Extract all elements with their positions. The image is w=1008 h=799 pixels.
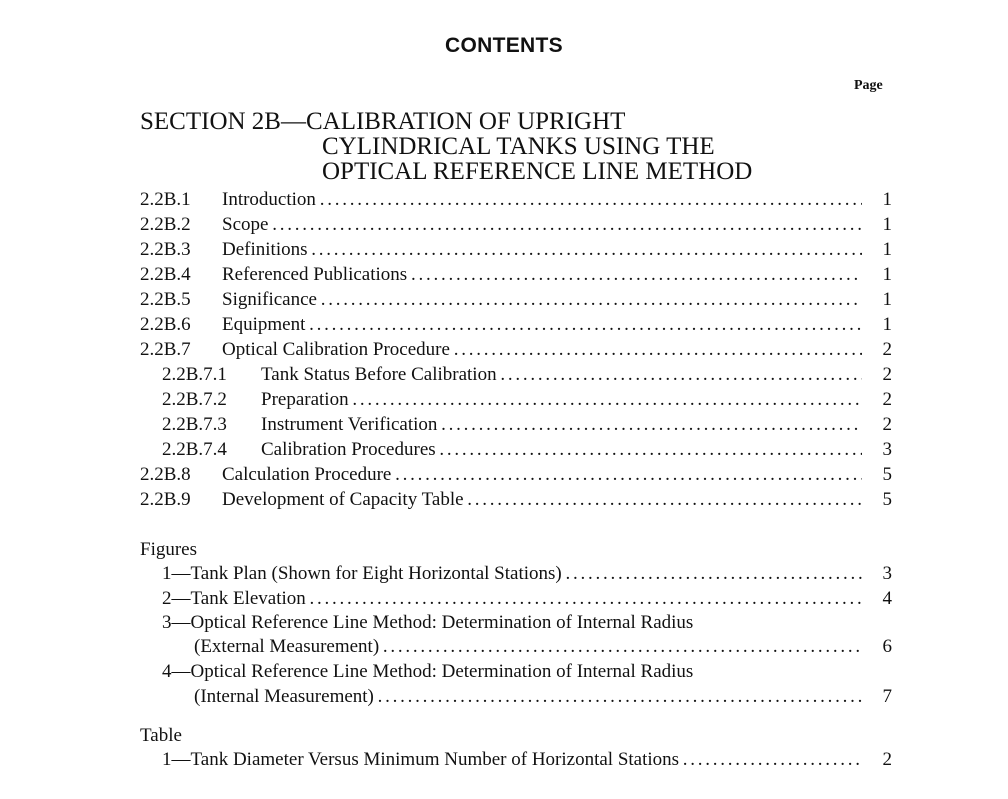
section-title (140, 109, 752, 184)
entry-page: 2 (882, 364, 892, 385)
entry-page: 1 (882, 239, 892, 260)
toc-entry[interactable] (140, 363, 892, 387)
toc-entry[interactable] (140, 438, 892, 462)
entry-label: Calculation Procedure . . . (222, 463, 862, 487)
entry-label: Referenced Publications . . . (222, 263, 862, 287)
table-label: 1—Tank Diameter Versus Minimum Number of Horizontal Stations . . . (162, 748, 862, 772)
tables-heading: Table (140, 725, 182, 746)
figures-heading: Figures (140, 539, 197, 560)
toc-entry[interactable] (140, 188, 892, 212)
entry-number: 2.2B.3 (140, 239, 191, 260)
toc-entry[interactable] (140, 338, 892, 362)
entry-page: 1 (882, 314, 892, 335)
entry-page: 2 (882, 339, 892, 360)
entry-number: 2.2B.7.1 (162, 364, 227, 385)
entry-page: 1 (882, 264, 892, 285)
entry-page: 1 (882, 214, 892, 235)
entry-number: 2.2B.1 (140, 189, 191, 210)
entry-label: Calibration Procedures . . . (261, 438, 862, 462)
entry-number: 2.2B.7.4 (162, 439, 227, 460)
figure-entry[interactable] (140, 562, 892, 586)
toc-entry[interactable] (140, 463, 892, 487)
section-title-line-1: SECTION 2B—CALIBRATION OF UPRIGHT (140, 108, 626, 135)
entry-label: Instrument Verification . . . (261, 413, 862, 437)
entry-label: Development of Capacity Table . . . (222, 488, 862, 512)
figure-page: 3 (882, 563, 892, 584)
toc-entry[interactable] (140, 413, 892, 437)
entry-number: 2.2B.5 (140, 289, 191, 310)
entry-number: 2.2B.6 (140, 314, 191, 335)
entry-label: Introduction . . . (222, 188, 862, 212)
figure-entry[interactable] (140, 587, 892, 611)
entry-label: Significance . . . (222, 288, 862, 312)
figure-label-line-1: 3—Optical Reference Line Method: Determination of Internal Radius (162, 612, 694, 633)
section-title-line-3: OPTICAL REFERENCE LINE METHOD (322, 158, 753, 185)
figure-page: 6 (882, 636, 892, 657)
entry-number: 2.2B.7 (140, 339, 191, 360)
figure-page: 4 (882, 588, 892, 609)
figure-label: 1—Tank Plan (Shown for Eight Horizontal Stations) . . . (162, 562, 862, 586)
toc-entry[interactable] (140, 263, 892, 287)
figure-entry[interactable] (140, 635, 892, 659)
entry-page: 5 (882, 464, 892, 485)
entry-page: 2 (882, 389, 892, 410)
table-page: 2 (882, 749, 892, 770)
entry-label: Equipment . . . (222, 313, 862, 337)
toc-entry[interactable] (140, 488, 892, 512)
entry-number: 2.2B.7.2 (162, 389, 227, 410)
toc-entry[interactable] (140, 388, 892, 412)
entry-number: 2.2B.9 (140, 489, 191, 510)
figure-label-line-1: 4—Optical Reference Line Method: Determination of Internal Radius (162, 661, 694, 682)
figure-entry[interactable] (140, 685, 892, 709)
contents-heading: CONTENTS (445, 34, 563, 57)
toc-entry[interactable] (140, 288, 892, 312)
entry-number: 2.2B.7.3 (162, 414, 227, 435)
toc-entry[interactable] (140, 313, 892, 337)
entry-label: Optical Calibration Procedure . . . (222, 338, 862, 362)
table-entry[interactable] (140, 748, 892, 772)
toc-entry[interactable] (140, 238, 892, 262)
figure-label: (Internal Measurement) . . . (194, 685, 862, 709)
entry-label: Preparation . . . (261, 388, 862, 412)
entry-label: Tank Status Before Calibration . . . (261, 363, 862, 387)
entry-page: 5 (882, 489, 892, 510)
entry-page: 1 (882, 189, 892, 210)
toc-entry[interactable] (140, 213, 892, 237)
entry-number: 2.2B.4 (140, 264, 191, 285)
entry-number: 2.2B.2 (140, 214, 191, 235)
figure-label: (External Measurement) . . . (194, 635, 862, 659)
entry-page: 3 (882, 439, 892, 460)
section-title-line-2: CYLINDRICAL TANKS USING THE (322, 133, 715, 160)
entry-page: 2 (882, 414, 892, 435)
figure-label: 2—Tank Elevation . . . (162, 587, 862, 611)
page-column-label: Page (854, 78, 883, 93)
entry-label: Scope . . . (222, 213, 862, 237)
figure-page: 7 (882, 686, 892, 707)
entry-label: Definitions . . . (222, 238, 862, 262)
entry-page: 1 (882, 289, 892, 310)
entry-number: 2.2B.8 (140, 464, 191, 485)
